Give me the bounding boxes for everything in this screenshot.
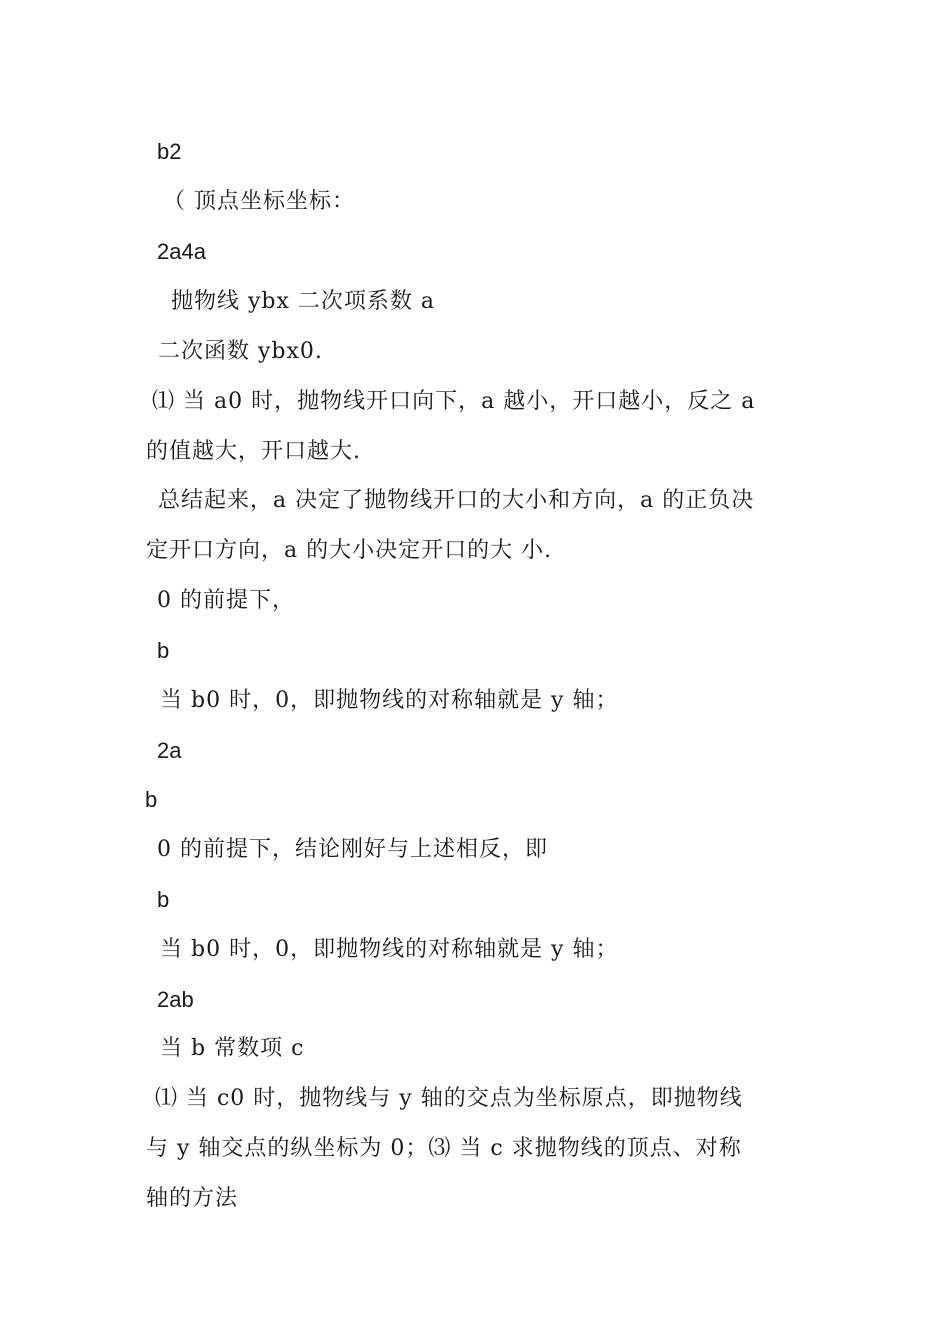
text-line-10: 0 的前提下， xyxy=(157,588,295,613)
text-line-12: 当 b0 时，0，即抛物线的对称轴就是 y 轴； xyxy=(160,688,619,713)
text-line-6: ⑴ 当 a0 时，抛物线开口向下，a 越小，开口越小，反之 a xyxy=(152,389,756,414)
text-line-19: 当 b 常数项 c xyxy=(160,1036,305,1061)
text-line-11: b xyxy=(157,638,170,663)
text-line-14: b xyxy=(145,787,158,812)
text-line-7: 的值越大，开口越大. xyxy=(146,439,361,464)
text-line-13: 2a xyxy=(157,738,182,763)
text-line-16: b xyxy=(157,887,170,912)
text-line-1: b2 xyxy=(157,139,182,164)
text-line-17: 当 b0 时，0，即抛物线的对称轴就是 y 轴； xyxy=(160,937,619,962)
text-line-18: 2ab xyxy=(157,987,194,1012)
text-line-9: 定开口方向，a 的大小决定开口的大 小. xyxy=(146,538,553,563)
text-line-4: 抛物线 ybx 二次项系数 a xyxy=(171,289,436,314)
text-line-21: 与 y 轴交点的纵坐标为 0；⑶ 当 c 求抛物线的顶点、对称 xyxy=(146,1136,742,1161)
text-line-3: 2a4a xyxy=(157,239,206,264)
text-line-8: 总结起来，a 决定了抛物线开口的大小和方向，a 的正负决 xyxy=(158,488,755,513)
text-line-22: 轴的方法 xyxy=(146,1186,239,1211)
text-line-5: 二次函数 ybx0. xyxy=(158,339,323,364)
text-line-2: （ 顶点坐标坐标： xyxy=(163,189,355,214)
text-line-20: ⑴ 当 c0 时，抛物线与 y 轴的交点为坐标原点，即抛物线 xyxy=(155,1086,743,1111)
text-line-15: 0 的前提下，结论刚好与上述相反，即 xyxy=(157,837,548,862)
